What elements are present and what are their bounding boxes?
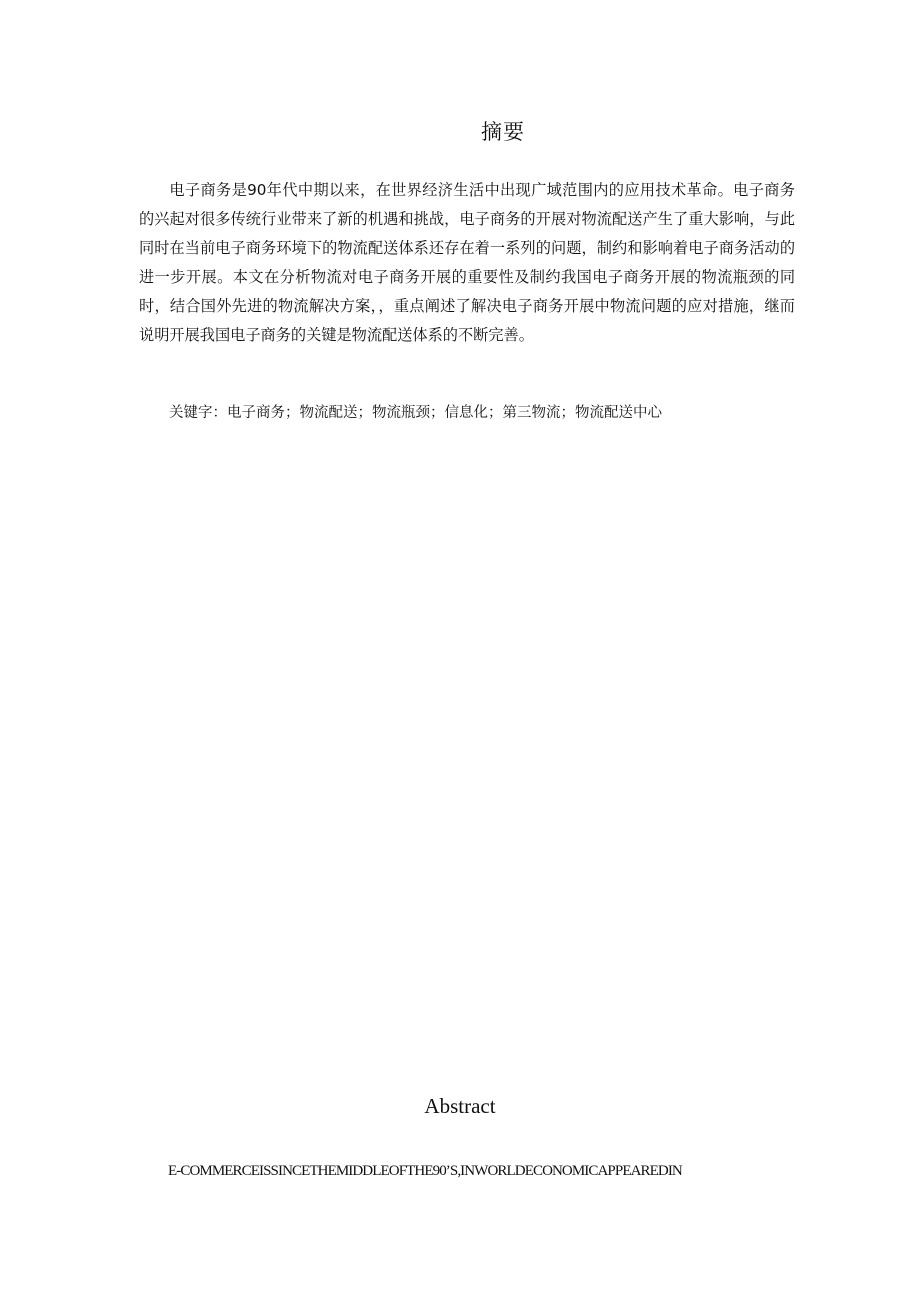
chinese-abstract-title: 摘要 <box>481 120 525 144</box>
chinese-keywords: 关键字：电子商务；物流配送；物流瓶颈；信息化；第三物流；物流配送中心 <box>169 405 662 421</box>
chinese-abstract-paragraph: 电子商务是90年代中期以来，在世界经济生活中出现广域范围内的应用技术革命。电子商务的兴起对很多传统行业带来了新的机遇和挑战，电子商务的开展对物流配送产生了重大影响，与此同时在当前电子商务环境下的物流配送体系还存在着一系列的问题，制约和影响着电子商务活动的进一步开展。本文在分析物流对电子商务开展的重要性及制约我国电子商务开展的物流瓶颈的同时，结合国外先进的物流解决方案，，重点阐述了解决电子商务开展中物流问题的应对措施，继而说明开展我国电子商务的关键是物流配送体系的不断完善。 <box>139 181 795 344</box>
english-abstract-first-line: E-COMMERCEISSINCETHEMIDDLEOFTHE90’S,INWORLDECONOMICAPPEAREDIN <box>168 1163 682 1179</box>
chinese-abstract-body <box>139 176 795 350</box>
english-abstract-title: Abstract <box>424 1094 496 1118</box>
